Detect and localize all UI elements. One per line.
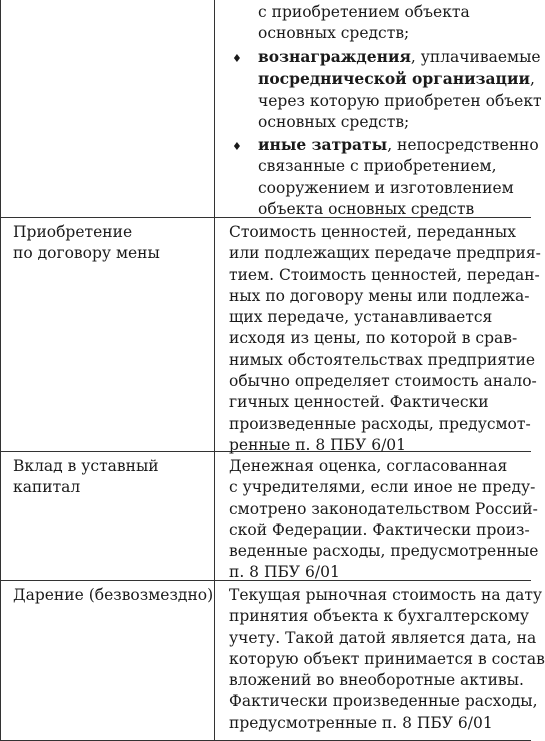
text-line: или подлежащих передаче предприя- (229, 244, 541, 263)
text-line: вложений во внеоборотные активы. (229, 671, 524, 690)
row-value (229, 222, 541, 456)
text-line: с учредителями, если иное не преду- (229, 478, 536, 497)
text-fragment: , непосредственно (387, 136, 539, 154)
text-line: учету. Такой датой является дата, на (229, 628, 537, 647)
row-value (229, 456, 538, 584)
table-border-left (0, 0, 1, 741)
text-line: объекта основных средств (258, 199, 475, 218)
text-line: основных средств; (258, 24, 410, 43)
row-label (13, 585, 213, 606)
text-line: тием. Стоимость ценностей, передан- (229, 265, 540, 284)
text-line: ных по договору мены или подлежа- (229, 286, 530, 305)
text-line: которую объект принимается в состав (229, 649, 545, 668)
text-line: сооружением и изготовлением (258, 178, 514, 197)
text-line: веденные расходы, предусмотренные (229, 542, 539, 561)
text-fragment: , уплачиваемые (410, 48, 541, 66)
text-line: исходя из цены, по которой в срав- (229, 329, 518, 348)
text-line: обычно определяет стоимость анало- (229, 372, 537, 391)
text-line: основных средств; (258, 112, 410, 131)
text-line: принятия объекта к бухгалтерскому (229, 607, 529, 626)
text-line: ской Федерации. Фактически произ- (229, 520, 530, 539)
bold-term: посреднической организации (258, 69, 530, 89)
text-line: через которую приобретен объект (258, 91, 542, 110)
text-line: щих передаче, устанавливается (229, 308, 493, 327)
text-fragment: , (530, 70, 535, 89)
text-line: по договору мены (13, 244, 160, 263)
text-line: Денежная оценка, согласованная (229, 457, 508, 475)
row-label (13, 222, 160, 265)
text-line: нимых обстоятельствах предприятие (229, 350, 536, 369)
text-line: предусмотренные п. 8 ПБУ 6/01 (229, 713, 493, 732)
text-line: гичных ценностей. Фактически (229, 393, 489, 412)
continuation-text (258, 2, 470, 45)
bold-term: вознаграждения (258, 47, 411, 66)
text-line: п. 8 ПБУ 6/01 (229, 563, 340, 582)
row-label (13, 456, 159, 499)
text-line: произведенные расходы, предусмот- (229, 414, 531, 433)
text-line: Приобретение (13, 223, 133, 241)
text-line: связанные с приобретением, (258, 157, 497, 176)
diamond-bullet-icon: ♦ (232, 140, 242, 153)
text-line: Стоимость ценностей, переданных (229, 223, 516, 241)
text-line: Фактически произведенные расходы, (229, 692, 538, 711)
row-value (229, 585, 545, 734)
diamond-bullet-icon: ♦ (232, 52, 242, 65)
text-line: ренные п. 8 ПБУ 6/01 (229, 435, 407, 454)
text-line: Вклад в уставный (13, 457, 159, 475)
table-border-middle (214, 0, 215, 741)
text-line: Дарение (безвозмездно) (13, 586, 214, 604)
text-line: смотрено законодательством Россий- (229, 499, 538, 518)
text-line: с приобретением объекта (258, 3, 470, 21)
text-line: капитал (13, 478, 81, 497)
bold-term: иные затраты (258, 135, 388, 154)
text-line: Текущая рыночная стоимость на дату (229, 586, 543, 604)
